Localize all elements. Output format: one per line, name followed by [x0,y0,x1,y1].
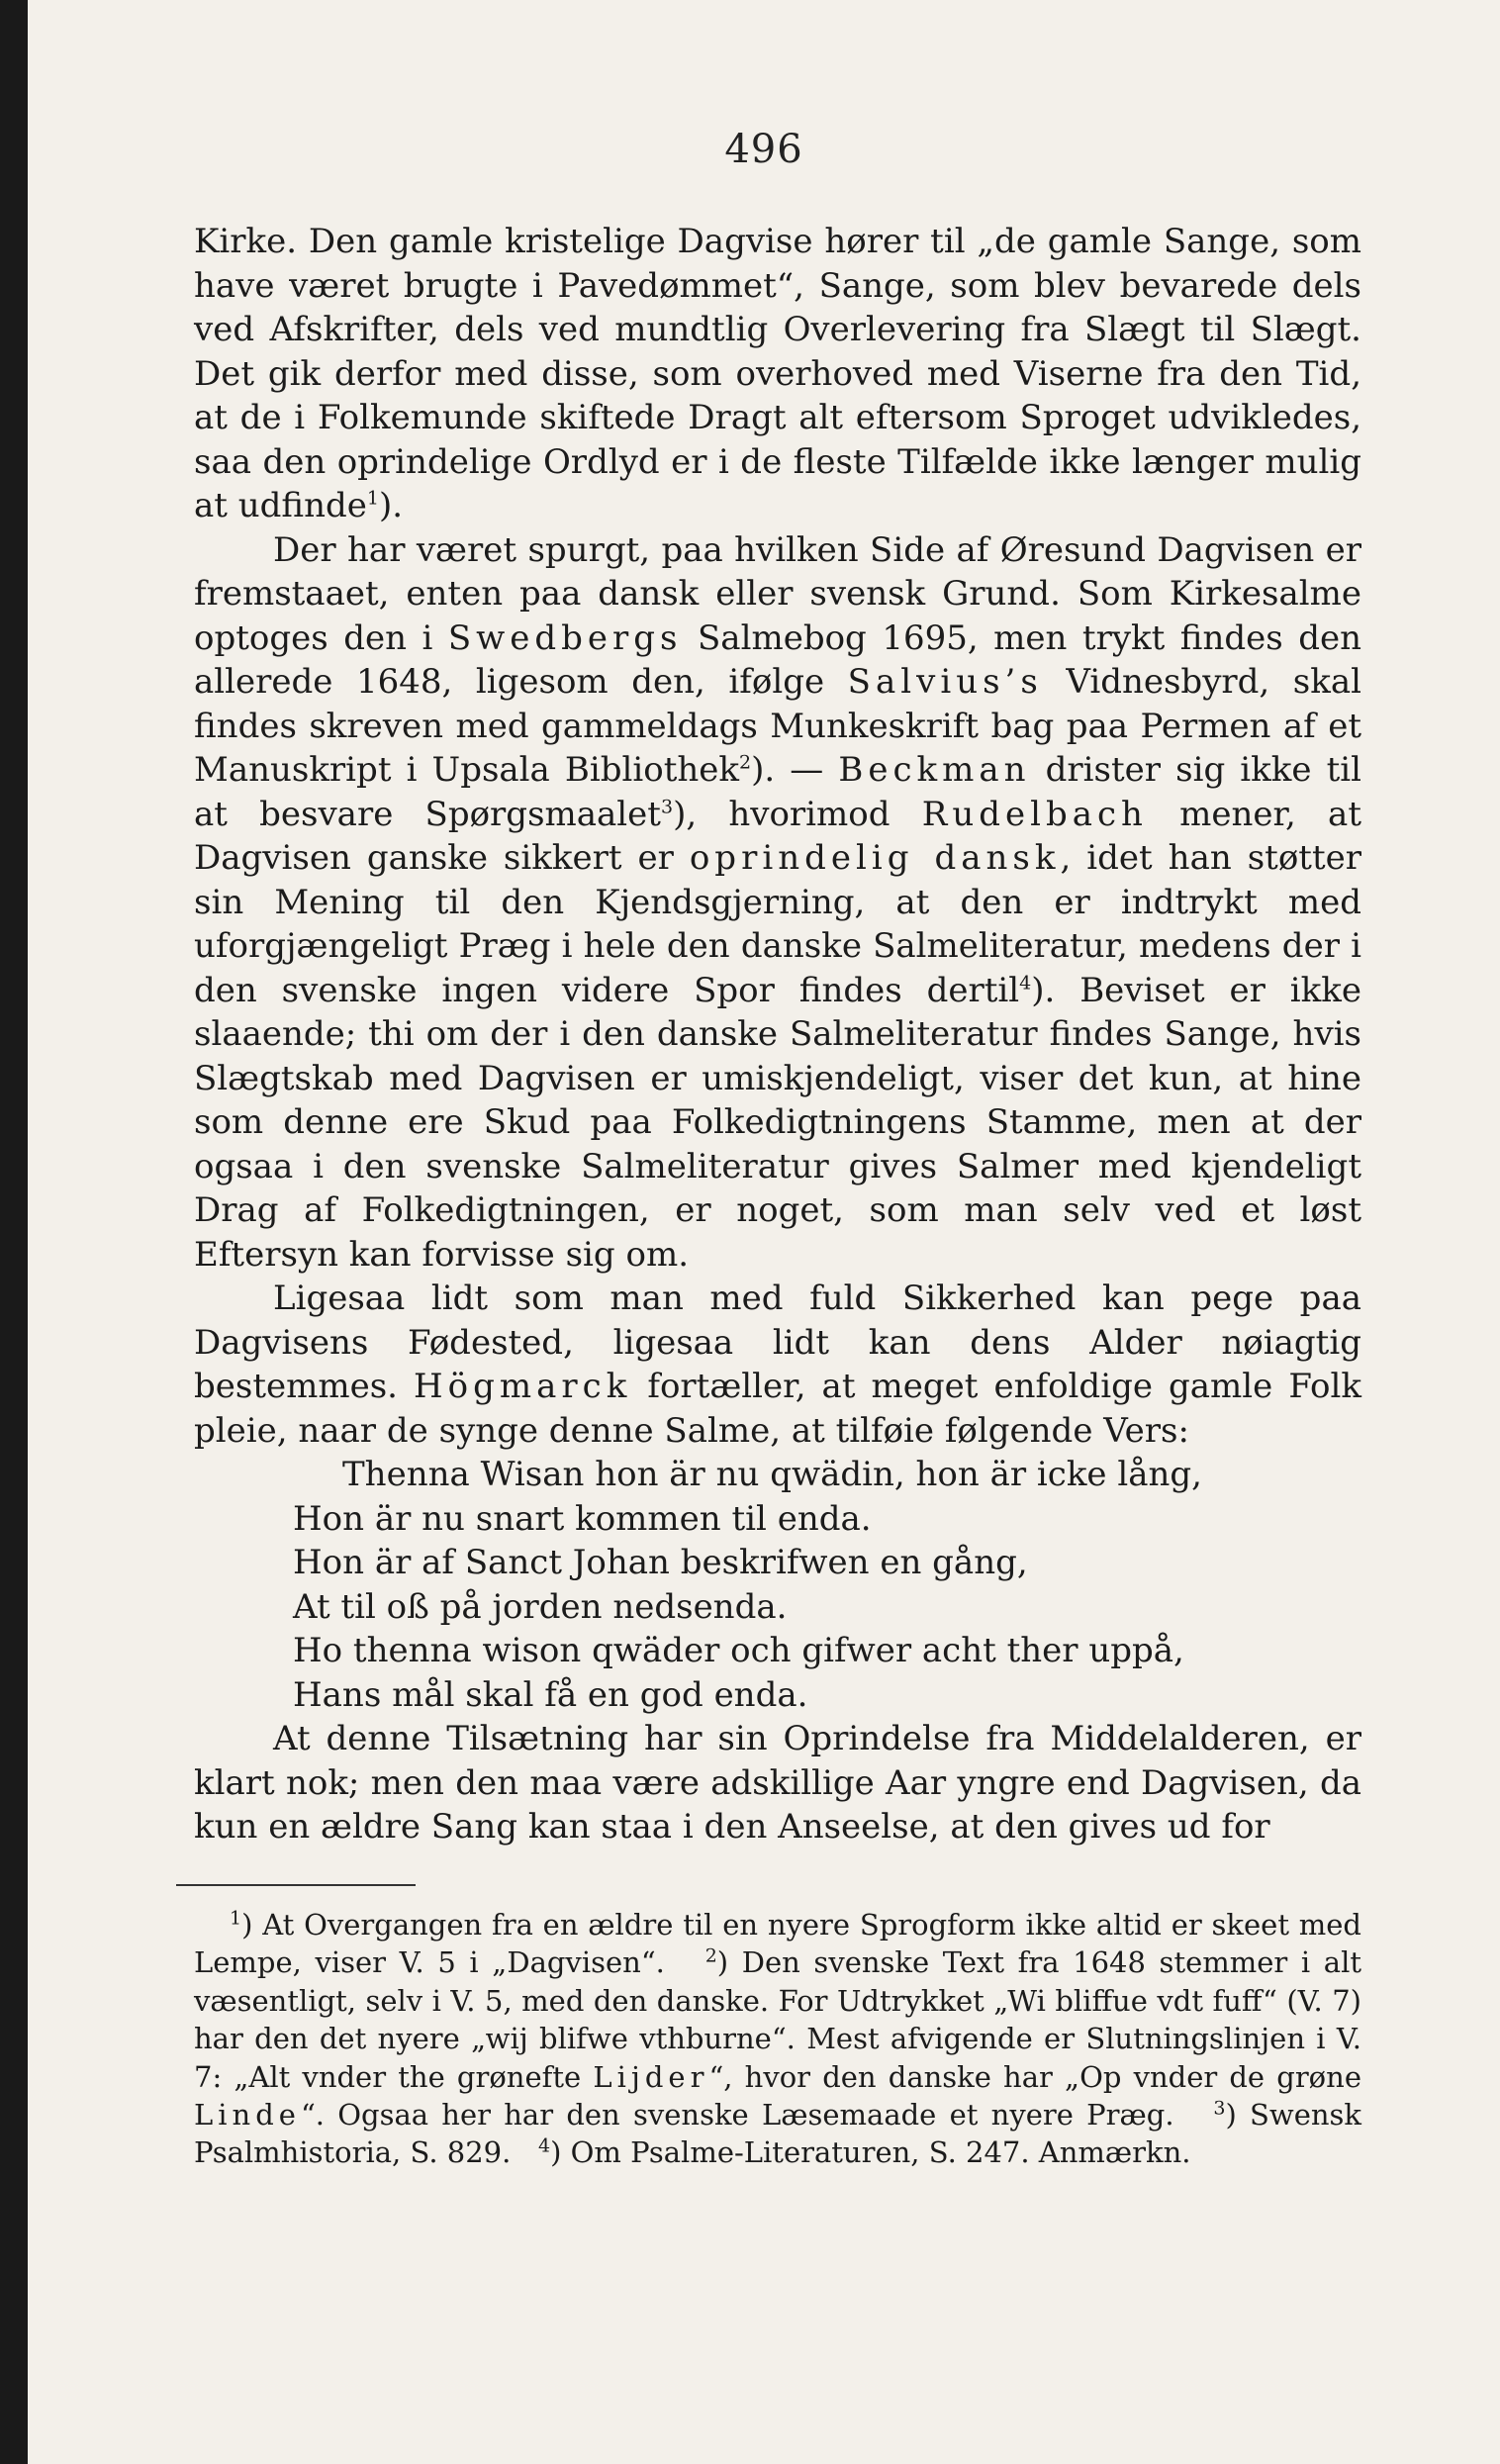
p2-text: drister sig ikke til at besvare Spørgsmaalet [194,750,1361,834]
footnote-mark-1: 1 [230,1907,242,1930]
footnote-ref-2: 2 [739,751,752,774]
p3-text: Ligesaa lidt som man med fuld Sikkerhed kan pege paa Dagvisens Fødested, ligesaa lidt kan dens Alder nøiagtig bestemmes. [194,1279,1361,1406]
footnote-mark-2: 2 [704,1944,717,1967]
paragraph-4: At denne Tilsætning har sin Oprindelse fra Middelalderen, er klart nok; men den maa være adskillige Aar yngre end Dagvisen, da kun en ældre Sang kan staa i den Anseelse, at den gives ud for [194,1719,1361,1847]
paragraph-1-text: Kirke. Den gamle kristelige Dagvise hører til „de gamle Sange, som have været brugte i Pavedømmet“, Sange, som blev bevarede dels ved Afskrifter, dels ved mundtlig Overlevering fra Slægt til Slægt. Det gik derfor med disse, som overhoved med Viserne fra den Tid, at de i Folkemunde skiftede Dragt alt eftersom Sproget udvikledes, saa den oprindelige Ordlyd er i de fleste Tilfælde ikke længer mulig at udfinde [194,222,1361,525]
verse-line: Thenna Wisan hon är nu qwädin, hon är icke lång, [342,1455,1202,1494]
name-rudelbach: Rudelbach [921,794,1148,834]
footnote-2: “. Ogsaa her har den svenske Læsemaade et nyere Præg. [300,2098,1174,2132]
body-text [194,220,1361,1849]
footnote-divider [176,1884,416,1886]
p2-text: ), hvorimod [673,794,922,834]
paragraph-1 [194,220,1361,528]
footnote-ref-3: 3 [660,796,674,818]
verse-line: Hans mål skal få en god enda. [293,1674,808,1715]
footnote-4: Om Psalme-Literaturen, S. 247. Anmærkn. [570,2135,1191,2170]
p2-text: Vidnesbyrd, skal findes skreven med gammeldags Munkeskrift bag paa Permen af et Manuskript i Upsala Bibliothek [194,662,1361,790]
footnote-mark-3: 3 [1213,2097,1226,2120]
p2-text: Salmebog 1695, men trykt findes den allerede 1648, ligesom den, ifølge [194,617,1362,702]
p2-text: , idet han støtter sin Mening til den Kjendsgjerning, at den er indtrykt med uforgjængeligt Præg i hele den danske Salmeliteratur, medens der i den svenske ingen videre Spor findes dertil [194,838,1362,1010]
footnote-mark-4: 4 [538,2134,551,2157]
verse-line: Hon är nu snart kommen til enda. [293,1498,872,1539]
verse-line: At til oß på jorden nedsenda. [293,1586,788,1627]
p2-text: mener, at Dagvisen ganske sikkert er [194,794,1361,878]
footnote-ref-1: 1 [366,487,379,510]
emphasis-oprindelig-dansk: oprindelig dansk [689,838,1061,878]
footnotes [194,1906,1361,2172]
footnote-2: Den svenske Text fra 1648 stemmer i alt væsentligt, selv i V. 5, med den danske. For Udtrykket „Wi bliffue vdt fuff“ (V. 7) har den det nyere „wij blifwe vthburne“. Mest afvigende er Slutningslinjen i V. 7: „Alt vnder the grønefte [194,1945,1361,2094]
footnote-2: “, hvor den danske har „Op vnder de grøne [708,2059,1361,2094]
p2-text: Der har været spurgt, paa hvilken Side af Øresund Dagvisen er fremstaaet, enten paa dansk eller svensk Grund. Som Kirkesalme optoges den i [194,529,1361,658]
paragraph-3 [194,1277,1361,1453]
verse-block [194,1453,1361,1717]
name-salvius: Salvius’s [847,662,1043,702]
name-swedberg: Swedbergs [447,617,683,658]
footnote-1: At Overgangen fra en ældre til en nyere Sprogform ikke altid er skeet med Lempe, viser V. 5 i „Dagvisen“. [194,1908,1361,1980]
page-number: 496 [724,127,803,172]
paragraph-2 [194,528,1361,1278]
footnote-3: Swensk Psalmhistoria, S. 829. [194,2098,1361,2170]
footnote-ref-4: 4 [1019,972,1032,995]
p2-text: ). Beviset er ikke slaaende; thi om der i den danske Salmeliteratur findes Sange, hvis Slægtskab med Dagvisen er umiskjendeligt, viser det kun, at hine som denne ere Skud paa Folkedigtningens Stamme, men at der ogsaa i den svenske Salmeliteratur gives Salmer med kjendeligt Drag af Folkedigtningen, er noget, som man selv ved et løst Eftersyn kan forvisse sig om. [194,970,1361,1275]
p3-text: fortæller, at meget enfoldige gamle Folk pleie, naar de synge denne Salme, at tilføie følgende Vers: [194,1367,1361,1451]
name-beckman: Beckman [838,750,1031,790]
p2-text: ). — [751,750,839,790]
footnote-block: $^1$) At Overgangen fra en ældre til en nyere Sprogform ikke altid er skeet med Lempe, viser V. 5 i „Dagvisen“. $^2$) Den svenske Text fra 1648 stemmer i alt væsentligt, selv i V. 5, med den danske. For Udtrykket „Wi bliffue vdt fuff“ (V. 7) har den det nyere „wij blifwe vthburne“. Mest afvigende er Slutningslinjen i V. 7: „Alt vnder the grønefte Lijder“, hvor den danske har „Op vnder de grøne Linde“. Ogsaa her har den svenske Læsemaade et nyere Præg. $^3$) Swensk Psalmhistoria, S. 829. $^4$) Om Psalme-Literaturen, S. 247. Anmærkn. [194,1907,1361,2170]
name-hogmarck: Högmarck [414,1367,632,1406]
paragraph-1-end: ). [378,486,404,525]
verse-line: Hon är af Sanct Johan beskrifwen en gång, [293,1543,1028,1582]
book-page [28,0,1500,2464]
footnote-2-linde: Linde [194,2098,301,2132]
verse-line: Ho thenna wison qwäder och gifwer acht ther uppå, [293,1631,1184,1670]
footnote-2-lijder: Lijder [593,2059,709,2094]
